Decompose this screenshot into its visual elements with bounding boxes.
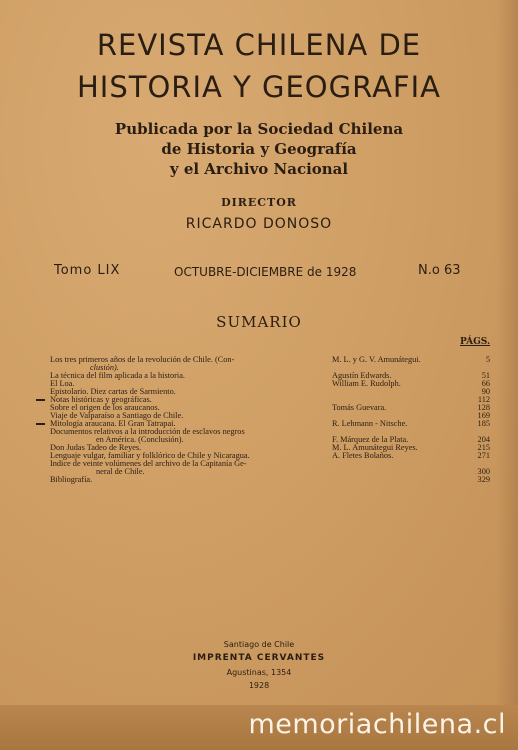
toc-title: Don Judas Tadeo de Reyes. (50, 443, 142, 452)
toc-page: 128 (477, 403, 490, 412)
toc-page: 66 (481, 379, 490, 388)
publisher-line3: y el Archivo Nacional (169, 160, 349, 178)
page-edge-shadow (496, 0, 518, 705)
summary-heading: SUMARIO (216, 313, 302, 331)
imprint-address: Agustinas, 1354 (226, 668, 292, 677)
toc-page: 300 (477, 467, 490, 476)
toc-page: 90 (481, 387, 490, 396)
publisher-line2: de Historia y Geografía (161, 140, 357, 158)
toc-title: El Loa. (50, 379, 75, 388)
toc-author: A. Fletes Bolaños. (332, 451, 394, 460)
table-of-contents (50, 356, 490, 484)
journal-title-line2: HISTORIA Y GEOGRAFIA (77, 70, 441, 104)
volume-number: Tomo LIX (54, 263, 121, 278)
toc-page: 5 (485, 355, 490, 364)
toc-title: neral de Chile. (96, 467, 145, 476)
publisher-line1: Publicada por la Sociedad Chilena (114, 120, 404, 138)
toc-row (50, 468, 490, 476)
toc-title: Lenguaje vulgar, familiar y folklórico de Chile y Nicaragua. (50, 451, 250, 460)
toc-title: Notas históricas y geográficas. (50, 395, 152, 404)
toc-author: F. Márquez de la Plata. (332, 435, 409, 444)
toc-page: 51 (481, 371, 490, 380)
toc-title: Bibliografía. (50, 475, 93, 484)
director-name: RICARDO DONOSO (185, 216, 333, 232)
toc-page: 271 (477, 451, 490, 460)
toc-author: M. L. Amunátegui Reyes. (332, 443, 418, 452)
toc-title: Indice de veinte volúmenes del archivo de la Capitanía Ge- (50, 459, 247, 468)
toc-row (50, 476, 490, 484)
journal-title-line1: REVISTA CHILENA DE (96, 28, 422, 62)
issue-date: OCTUBRE-DICIEMBRE de 1928 (174, 265, 357, 279)
toc-title: Sobre el origen de los araucanos. (50, 403, 160, 412)
toc-author: William E. Rudolph. (332, 379, 401, 388)
toc-title: en América. (Conclusión). (96, 435, 184, 444)
toc-title: Los tres primeros años de la revolución de Chile. (Con- (50, 355, 235, 364)
imprint-year: 1928 (248, 681, 270, 690)
toc-title: Mitología araucana. El Gran Tatrapai. (50, 419, 176, 428)
toc-title: Documentos relativos a la introducción de esclavos negros (50, 427, 245, 436)
toc-page: 112 (477, 395, 490, 404)
toc-author: R. Lehmann - Nitsche. (332, 419, 408, 428)
toc-author: M. L. y G. V. Amunátegui. (332, 355, 421, 364)
pages-column-label: PÁGS. (460, 337, 491, 347)
site-watermark: memoriachilena.cl (248, 709, 506, 740)
margin-mark (36, 423, 45, 425)
toc-author: Agustín Edwards. (332, 371, 392, 380)
imprint-city: Santiago de Chile (223, 640, 295, 649)
toc-page: 329 (477, 475, 490, 484)
toc-page: 204 (477, 435, 490, 444)
toc-page: 169 (477, 411, 490, 420)
toc-title: Epistolario. Diez cartas de Sarmiento. (50, 387, 176, 396)
toc-page: 215 (477, 443, 490, 452)
toc-title: clusión). (90, 363, 119, 372)
issue-number: N.o 63 (418, 263, 461, 278)
margin-mark (36, 399, 45, 401)
imprint-printer: IMPRENTA CERVANTES (192, 653, 326, 663)
toc-author: Tomás Guevara. (332, 403, 387, 412)
toc-title: La técnica del film aplicada a la historia. (50, 371, 185, 380)
toc-page: 185 (477, 419, 490, 428)
toc-title: Viaje de Valparaíso a Santiago de Chile. (50, 411, 184, 420)
toc-row (50, 372, 490, 380)
director-label: DIRECTOR (221, 196, 297, 209)
